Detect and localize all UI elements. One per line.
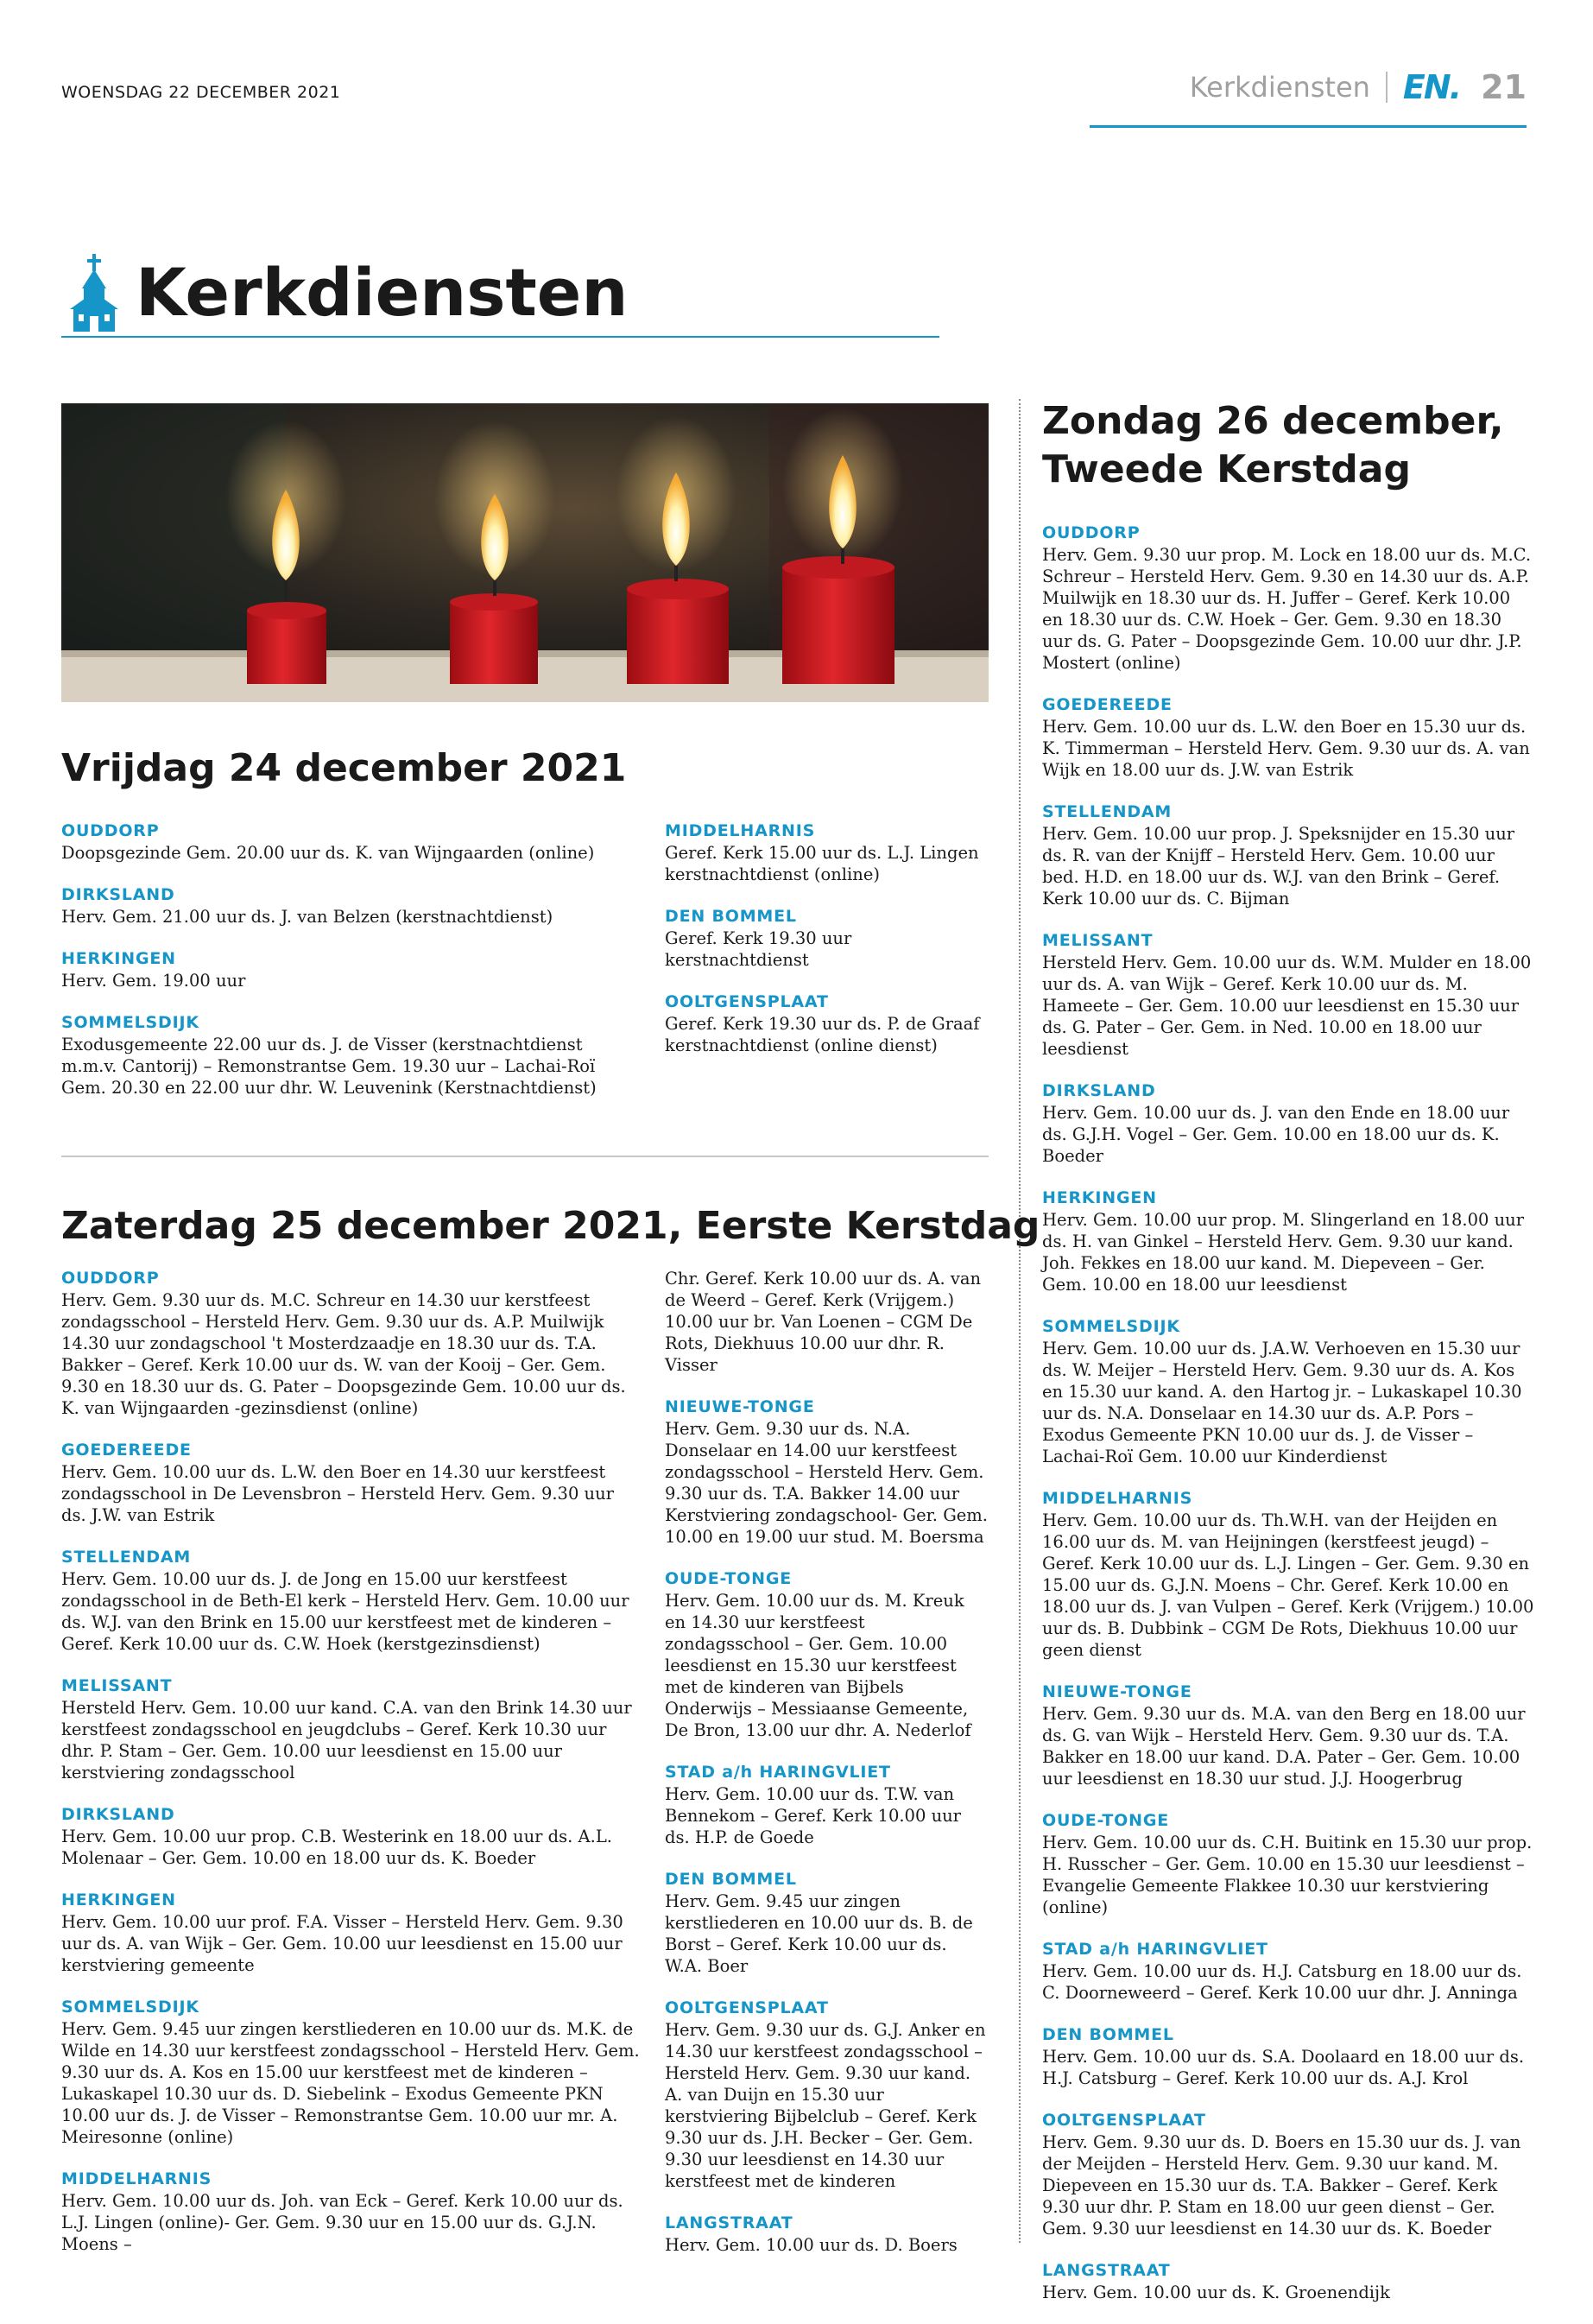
service-text: Herv. Gem. 10.00 uur ds. H.J. Catsburg en 18.00 uur ds. C. Doorneweerd – Geref. Kerk 10.00 uur dhr. J. Anninga bbox=[1042, 1961, 1522, 2003]
service-text: Geref. Kerk 15.00 uur ds. L.J. Lingen kerstnachtdienst (online) bbox=[665, 843, 979, 884]
list-item bbox=[61, 820, 631, 864]
list-item bbox=[61, 1804, 640, 1869]
place-name: DIRKSLAND bbox=[1042, 1081, 1156, 1100]
place-name: OUDE-TONGE bbox=[665, 1569, 793, 1588]
list-item bbox=[665, 2213, 989, 2256]
service-text: Herv. Gem. 10.00 uur ds. Joh. van Eck – Geref. Kerk 10.00 uur ds. L.J. Lingen (online)- Ger. Gem. 9.30 uur en 15.00 uur ds. G.J.N. Moens – bbox=[61, 2191, 623, 2254]
list-item bbox=[61, 1012, 631, 1099]
place-name: GOEDEREEDE bbox=[1042, 695, 1173, 714]
service-text: Herv. Gem. 10.00 uur ds. C.H. Buitink en 15.30 uur prop. H. Russcher – Ger. Gem. 10.00 en 15.30 uur leesdienst – Evangelie Gemeente Flakkee 10.30 uur kerstviering (online) bbox=[1042, 1833, 1533, 1917]
list-item bbox=[61, 2169, 640, 2255]
place-name: LANGSTRAAT bbox=[665, 2213, 793, 2232]
service-text: Herv. Gem. 9.45 uur zingen kerstliederen en 10.00 uur ds. B. de Borst – Geref. Kerk 10.00 uur ds. W.A. Boer bbox=[665, 1891, 973, 1976]
place-name: DEN BOMMEL bbox=[665, 907, 797, 926]
service-text: Herv. Gem. 9.30 uur ds. M.A. van den Berg en 18.00 uur ds. G. van Wijk – Hersteld Herv. Gem. 9.30 uur ds. T.A. Bakker en 18.00 uur kand. D.A. Pater – Ger. Gem. 10.00 uur leesdienst en 18.30 uur stud. J.J. Hoogerbrug bbox=[1042, 1704, 1526, 1789]
service-text: Herv. Gem. 10.00 uur prof. F.A. Visser – Hersteld Herv. Gem. 9.30 uur ds. A. van Wijk – Ger. Gem. 10.00 uur leesdienst en 15.00 uur kerstviering gemeente bbox=[61, 1912, 623, 1975]
place-name: MIDDELHARNIS bbox=[1042, 1489, 1193, 1508]
place-name: OOLTGENSPLAAT bbox=[1042, 2111, 1206, 2130]
list-item bbox=[665, 1869, 989, 1977]
service-text: Herv. Gem. 9.45 uur zingen kerstliederen en 10.00 uur ds. M.K. de Wilde en 14.30 uur kerstfeest zondagsschool – Hersteld Herv. Gem. 9.30 uur ds. A. Kos en 15.00 uur kerstfeest met de kinderen – Lukaskapel 10.30 uur ds. D. Siebelink – Exodus Gemeente PKN 10.00 uur ds. J. de Visser – Remonstrantse Gem. 10.00 uur mr. A. Meiresonne (online) bbox=[61, 2019, 640, 2147]
page-title-block bbox=[61, 250, 939, 341]
service-text: Herv. Gem. 10.00 uur ds. T.W. van Bennekom – Geref. Kerk 10.00 uur ds. H.P. de Goede bbox=[665, 1784, 962, 1847]
list-item bbox=[61, 1268, 640, 1419]
list-item bbox=[1042, 1080, 1534, 1167]
section-divider bbox=[61, 1156, 989, 1157]
list-item bbox=[61, 1890, 640, 1976]
list-item bbox=[665, 991, 989, 1056]
list-item bbox=[1042, 1488, 1534, 1661]
service-text: Herv. Gem. 10.00 uur ds. S.A. Doolaard en 18.00 uur ds. H.J. Catsburg – Geref. Kerk 10.00 uur ds. A.J. Krol bbox=[1042, 2047, 1525, 2088]
place-name: OUDE-TONGE bbox=[1042, 1811, 1170, 1830]
place-name: DEN BOMMEL bbox=[665, 1870, 797, 1889]
service-text: Doopsgezinde Gem. 20.00 uur ds. K. van Wijngaarden (online) bbox=[61, 843, 595, 863]
service-text: Geref. Kerk 19.30 uur ds. P. de Graaf kerstnachtdienst (online dienst) bbox=[665, 1014, 980, 1055]
service-text: Herv. Gem. 10.00 uur ds. J. de Jong en 15.00 uur kerstfeest zondagsschool in de Beth-El kerk – Hersteld Herv. Gem. 10.00 uur ds. W.J. van den Brink en 15.00 uur kerstfeest met de kinderen – Geref. Kerk 10.00 uur ds. C.W. Hoek (kerstgezinsdienst) bbox=[61, 1569, 629, 1654]
page-header bbox=[1190, 67, 1527, 107]
section-name: Kerkdiensten bbox=[1189, 71, 1370, 104]
place-name: NIEUWE-TONGE bbox=[665, 1397, 815, 1416]
list-item bbox=[1042, 1939, 1534, 2004]
place-name: MIDDELHARNIS bbox=[61, 2169, 212, 2188]
place-name: HERKINGEN bbox=[61, 949, 176, 968]
place-name: DIRKSLAND bbox=[61, 885, 175, 904]
list-item bbox=[61, 1997, 640, 2148]
place-name: STELLENDAM bbox=[1042, 802, 1173, 821]
header-rule bbox=[1090, 125, 1527, 128]
list-item bbox=[665, 1762, 989, 1848]
title-rule bbox=[61, 336, 939, 338]
service-text: Herv. Gem. 10.00 uur prop. M. Slingerland en 18.00 uur ds. H. van Ginkel – Hersteld Herv. Gem. 9.30 uur kand. Joh. Fekkes en 18.00 uur kand. M. Diepeveen – Ger. Gem. 10.00 en 18.00 uur leesdienst bbox=[1042, 1210, 1525, 1295]
service-text: Herv. Gem. 21.00 uur ds. J. van Belzen (kerstnachtdienst) bbox=[61, 907, 553, 927]
service-text: Herv. Gem. 9.30 uur ds. G.J. Anker en 14.30 uur kerstfeest zondagsschool – Hersteld Herv. Gem. 9.30 uur kand. A. van Duijn en 15.30 uur kerstviering Bijbelclub – Geref. Kerk 9.30 uur ds. J.H. Becker – Ger. Gem. 9.30 uur leesdienst en 14.30 uur kerstfeest met de kinderen bbox=[665, 2020, 986, 2191]
candles-photo bbox=[61, 403, 989, 702]
service-text: Chr. Geref. Kerk 10.00 uur ds. A. van de Weerd – Geref. Kerk (Vrijgem.) 10.00 uur br. Van Loenen – CGM De Rots, Diekhuus 10.00 uur dhr. R. Visser bbox=[665, 1269, 982, 1375]
list-item bbox=[61, 1547, 640, 1655]
list-item bbox=[1042, 694, 1534, 781]
service-text: Hersteld Herv. Gem. 10.00 uur kand. C.A. van den Brink 14.30 uur kerstfeest zondagsschool en jeugdclubs – Geref. Kerk 10.30 uur dhr. P. Stam – Ger. Gem. 10.00 uur leesdienst en 15.00 uur kerstviering zondagsschool bbox=[61, 1698, 632, 1783]
page-number: 21 bbox=[1481, 68, 1527, 106]
place-name: STAD a/h HARINGVLIET bbox=[665, 1763, 891, 1782]
sunday-column bbox=[1042, 522, 1534, 2324]
place-name: HERKINGEN bbox=[1042, 1188, 1157, 1207]
list-item bbox=[665, 1568, 989, 1741]
list-item bbox=[61, 884, 631, 928]
list-item bbox=[665, 1268, 989, 1376]
list-item bbox=[1042, 1187, 1534, 1295]
service-text: Geref. Kerk 19.30 uur kerstnachtdienst bbox=[665, 928, 852, 970]
place-name: SOMMELSDIJK bbox=[61, 1013, 199, 1032]
place-name: OUDDORP bbox=[61, 821, 160, 840]
place-name: OUDDORP bbox=[61, 1269, 160, 1288]
heading-saturday: Zaterdag 25 december 2021, Eerste Kerstdag bbox=[61, 1204, 1040, 1248]
place-name: GOEDEREEDE bbox=[61, 1441, 192, 1460]
service-text: Herv. Gem. 10.00 uur ds. J. van den Ende en 18.00 uur ds. G.J.H. Vogel – Ger. Gem. 10.00 en 18.00 uur ds. K. Boeder bbox=[1042, 1103, 1510, 1166]
place-name: NIEUWE-TONGE bbox=[1042, 1682, 1192, 1701]
place-name: OUDDORP bbox=[1042, 523, 1141, 542]
list-item bbox=[61, 1675, 640, 1783]
service-text: Herv. Gem. 10.00 uur ds. J.A.W. Verhoeven en 15.30 uur ds. W. Meijer – Hersteld Herv. Gem. 9.30 uur ds. A. Kos en 15.30 uur kand. A. den Hartog jr. – Lukaskapel 10.30 uur ds. N.A. Donselaar en 14.30 uur ds. A.P. Pors – Exodus Gemeente PKN 10.00 uur ds. J. de Visser – Lachai-Roï Gem. 10.00 uur Kinderdienst bbox=[1042, 1339, 1522, 1466]
friday-column-1 bbox=[61, 820, 631, 1119]
service-text: Herv. Gem. 10.00 uur ds. M. Kreuk en 14.30 uur kerstfeest zondagsschool – Ger. Gem. 10.00 leesdienst en 15.30 uur kerstfeest met de kinderen van Bijbels Onderwijs – Messiaanse Gemeente, De Bron, 13.00 uur dhr. A. Nederlof bbox=[665, 1591, 971, 1740]
heading-sunday-line1: Zondag 26 december, bbox=[1042, 399, 1504, 443]
service-text: Herv. Gem. 9.30 uur ds. D. Boers en 15.30 uur ds. J. van der Meijden – Hersteld Herv. Gem. 9.30 uur kand. M. Diepeveen en 15.30 uur ds. T.A. Bakker – Geref. Kerk 9.30 uur dhr. P. Stam en 18.00 uur geen dienst – Ger. Gem. 9.30 uur leesdienst en 14.30 uur ds. K. Boeder bbox=[1042, 2132, 1521, 2239]
list-item bbox=[1042, 930, 1534, 1060]
list-item bbox=[1042, 1810, 1534, 1918]
list-item bbox=[1042, 2110, 1534, 2239]
list-item bbox=[665, 906, 989, 971]
header-divider bbox=[1386, 72, 1388, 103]
place-name: MELISSANT bbox=[1042, 931, 1154, 950]
saturday-column-1 bbox=[61, 1268, 640, 2276]
place-name: MELISSANT bbox=[61, 1676, 173, 1695]
red-candles-image bbox=[61, 403, 989, 702]
list-item bbox=[1042, 522, 1534, 674]
service-text: Herv. Gem. 9.30 uur ds. N.A. Donselaar en 14.00 uur kerstfeest zondagsschool – Hersteld Herv. Gem. 9.30 uur ds. T.A. Bakker 14.00 uur Kerstviering zondagschool- Ger. Gem. 10.00 en 19.00 uur stud. M. Boersma bbox=[665, 1419, 988, 1547]
heading-sunday-line2: Tweede Kerstdag bbox=[1042, 447, 1411, 491]
service-text: Herv. Gem. 10.00 uur prop. J. Speksnijder en 15.30 uur ds. R. van der Knijff – Hersteld Herv. Gem. 10.00 uur bed. H.D. en 18.00 uur ds. W.J. van den Brink – Geref. Kerk 10.00 uur ds. C. Bijman bbox=[1042, 824, 1515, 909]
list-item bbox=[665, 1998, 989, 2192]
list-item bbox=[1042, 1316, 1534, 1467]
list-item bbox=[1042, 2024, 1534, 2089]
friday-column-2 bbox=[665, 820, 989, 1077]
service-text: Hersteld Herv. Gem. 10.00 uur ds. W.M. Mulder en 18.00 uur ds. A. van Wijk – Geref. Kerk 10.00 uur ds. M. Hameete – Ger. Gem. 10.00 uur leesdienst en 15.30 uur ds. G. Pater – Ger. Gem. in Ned. 10.00 en 18.00 uur leesdienst bbox=[1042, 953, 1532, 1059]
heading-friday: Vrijdag 24 december 2021 bbox=[61, 746, 627, 790]
place-name: STELLENDAM bbox=[61, 1548, 192, 1567]
place-name: LANGSTRAAT bbox=[1042, 2261, 1171, 2280]
service-text: Herv. Gem. 10.00 uur ds. K. Groenendijk bbox=[1042, 2283, 1390, 2302]
place-name: SOMMELSDIJK bbox=[61, 1998, 199, 2017]
saturday-column-2 bbox=[665, 1268, 989, 2277]
place-name: OOLTGENSPLAAT bbox=[665, 1998, 829, 2017]
service-text: Herv. Gem. 10.00 uur prop. C.B. Westerink en 18.00 uur ds. A.L. Molenaar – Ger. Gem. 10.00 en 18.00 uur ds. K. Boeder bbox=[61, 1827, 612, 1868]
place-name: DEN BOMMEL bbox=[1042, 2025, 1174, 2044]
service-text: Herv. Gem. 10.00 uur ds. L.W. den Boer en 14.30 uur kerstfeest zondagsschool in De Levensbron – Hersteld Herv. Gem. 9.30 uur ds. J.W. van Estrik bbox=[61, 1462, 614, 1525]
page-title: Kerkdiensten bbox=[136, 254, 629, 331]
service-text: Herv. Gem. 19.00 uur bbox=[61, 971, 246, 991]
service-text: Herv. Gem. 9.30 uur prop. M. Lock en 18.00 uur ds. M.C. Schreur – Hersteld Herv. Gem. 9.30 en 14.30 uur ds. A.P. Muilwijk en 18.30 uur ds. H. Juffer – Geref. Kerk 10.00 en 18.30 uur ds. C.W. Hoek – Ger. Gem. 9.30 en 18.30 uur ds. G. Pater – Doopsgezinde Gem. 10.00 uur dhr. J.P. Mostert (online) bbox=[1042, 545, 1532, 673]
list-item bbox=[61, 1440, 640, 1526]
service-text: Herv. Gem. 10.00 uur ds. D. Boers bbox=[665, 2235, 958, 2255]
list-item bbox=[1042, 1681, 1534, 1789]
church-icon bbox=[68, 254, 120, 332]
place-name: MIDDELHARNIS bbox=[665, 821, 816, 840]
place-name: STAD a/h HARINGVLIET bbox=[1042, 1940, 1268, 1959]
place-name: HERKINGEN bbox=[61, 1890, 176, 1909]
edition-date: WOENSDAG 22 DECEMBER 2021 bbox=[61, 83, 341, 102]
service-text: Herv. Gem. 10.00 uur ds. L.W. den Boer en 15.30 uur ds. K. Timmerman – Hersteld Herv. Gem. 9.30 uur ds. A. van Wijk en 18.00 uur ds. J.W. van Estrik bbox=[1042, 717, 1530, 780]
list-item bbox=[665, 820, 989, 885]
service-text: Herv. Gem. 10.00 uur ds. Th.W.H. van der Heijden en 16.00 uur ds. M. van Heijningen (kerstfeest jeugd) – Geref. Kerk 10.00 uur ds. L.J. Lingen – Ger. Gem. 9.30 en 15.00 uur ds. G.J.N. Moens – Chr. Geref. Kerk 10.00 en 18.00 uur ds. J. van Vulpen – Geref. Kerk (Vrijgem.) 10.00 uur ds. B. Dubbink – CGM De Rots, Diekhuus 10.00 uur geen dienst bbox=[1042, 1510, 1534, 1660]
service-text: Herv. Gem. 9.30 uur ds. M.C. Schreur en 14.30 uur kerstfeest zondagsschool – Hersteld Herv. Gem. 9.30 uur ds. A.P. Muilwijk 14.30 uur zondagschool 't Mosterdzaadje en 18.30 uur ds. T.A. Bakker – Geref. Kerk 10.00 uur ds. W. van der Kooij – Ger. Gem. 9.30 en 18.30 uur ds. G. Pater – Doopsgezinde Gem. 10.00 uur ds. K. van Wijngaarden -gezinsdienst (online) bbox=[61, 1290, 626, 1418]
list-item bbox=[1042, 801, 1534, 909]
list-item bbox=[61, 948, 631, 991]
newspaper-logo: EN. bbox=[1402, 68, 1461, 106]
column-divider bbox=[1019, 399, 1021, 2243]
service-text: Exodusgemeente 22.00 uur ds. J. de Visser (kerstnachtdienst m.m.v. Cantorij) – Remonstrantse Gem. 19.30 uur – Lachai-Roï Gem. 20.30 en 22.00 uur dhr. W. Leuvenink (Kerstnachtdienst) bbox=[61, 1035, 597, 1098]
place-name: OOLTGENSPLAAT bbox=[665, 992, 829, 1011]
place-name: DIRKSLAND bbox=[61, 1805, 175, 1824]
heading-sunday bbox=[1042, 397, 1503, 494]
list-item bbox=[665, 1396, 989, 1548]
place-name: SOMMELSDIJK bbox=[1042, 1317, 1180, 1336]
